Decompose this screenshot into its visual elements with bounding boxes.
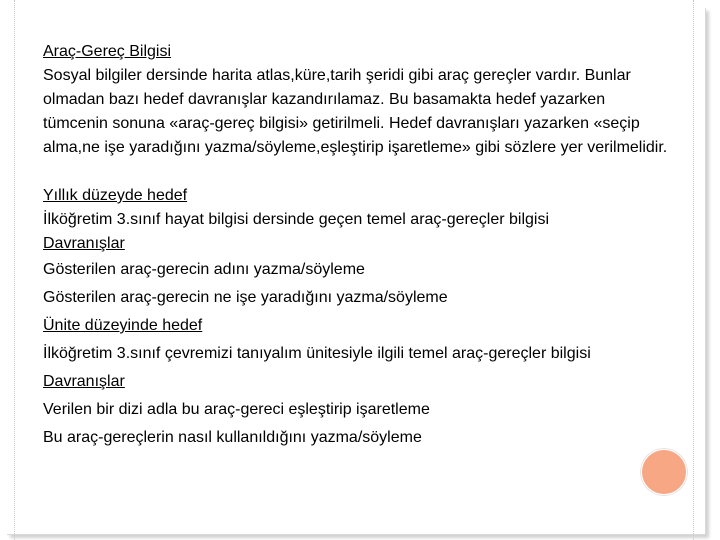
frame-left-dotted-line <box>14 0 15 540</box>
heading-yearly-behaviors: Davranışlar <box>43 235 125 252</box>
unit-behavior-item: Bu araç-gereçlerin nasıl kullanıldığını yazma/söyleme <box>43 429 422 446</box>
slide-content <box>43 40 673 452</box>
intro-paragraph: Sosyal bilgiler dersinde harita atlas,küre,tarih şeridi gibi araç gereçler vardır. Bunlar olmadan bazı hedef davranışlar kazandırılamaz. Bu basamakta hedef yazarken tümcenin sonuna «araç-gereç bilgisi» getirilmeli. Hedef davranışları yazarken «seçip alma,ne işe yaradığını yazma/söyleme,eşleştirip işaretleme» gibi sözlere yer verilmelidir. <box>43 67 668 156</box>
heading-unit-goal: Ünite düzeyinde hedef <box>43 317 203 334</box>
yearly-behavior-item: Gösterilen araç-gerecin adını yazma/söyleme <box>43 261 365 278</box>
frame-right-dotted-line <box>693 0 694 540</box>
heading-tool-knowledge: Araç-Gereç Bilgisi <box>43 43 172 60</box>
decorative-circle <box>641 449 687 495</box>
heading-unit-behaviors: Davranışlar <box>43 373 125 390</box>
yearly-behavior-item: Gösterilen araç-gerecin ne işe yaradığını yazma/söyleme <box>43 289 448 306</box>
heading-yearly-goal: Yıllık düzeyde hedef <box>43 187 188 204</box>
unit-behavior-item: Verilen bir dizi adla bu araç-gereci eşleştirip işaretleme <box>43 401 430 418</box>
yearly-goal-text: İlköğretim 3.sınıf hayat bilgisi dersinde geçen temel araç-gereçler bilgisi <box>43 211 550 228</box>
unit-goal-text: İlköğretim 3.sınıf çevremizi tanıyalım ünitesiyle ilgili temel araç-gereçler bilgisi <box>43 345 591 362</box>
